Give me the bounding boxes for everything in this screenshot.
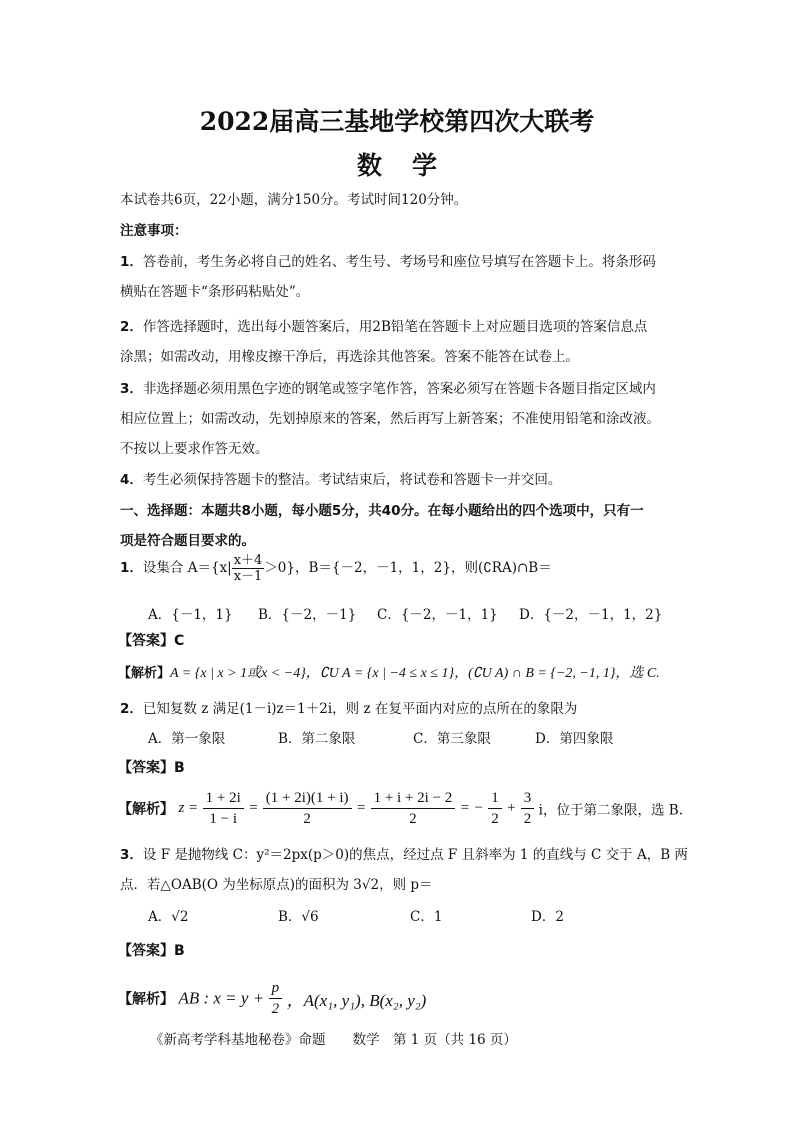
q1-option-a: A．{－1，1}	[148, 607, 233, 623]
q2-option-a: A．第一象限	[148, 731, 226, 747]
q3-option-d: D．2	[531, 909, 564, 925]
q1-answer: 【答案】C	[118, 633, 185, 649]
subject-title: 数学	[356, 151, 467, 180]
q1-option-d: D．{－2，－1，1，2}	[519, 607, 663, 623]
q2-answer: 【答案】B	[118, 760, 185, 776]
notice-item-3-line-2: 相应位置上；如需改动，先划掉原来的答案，然后再写上新答案；不准使用铅笔和涂改液。	[120, 411, 660, 427]
notice-item-1: 1．答卷前，考生务必将自己的姓名、考生号、考场号和座位号填写在答题卡上。将条形码	[120, 254, 656, 270]
exam-title: 2022届高三基地学校第四次大联考	[199, 107, 595, 136]
question-3-line-2: 点．若△OAB(O 为坐标原点)的面积为 3√2，则 p＝	[120, 877, 433, 893]
q3-option-b: B．√6	[278, 909, 319, 925]
q1-fraction: $\frac{x+4}{x-1}$	[233, 553, 263, 584]
question-3: 3．设 F 是抛物线 C：y²＝2px(p＞0)的焦点，经过点 F 且斜率为 1 的直线与 C 交于 A，B 两	[120, 847, 688, 863]
q1-option-c: C．{－2，－1，1}	[377, 607, 498, 623]
q3-analysis: 【解析】 AB : x = y + $\frac{p}{2}$ ，A(x₁, y₁), B(x₂, y₂)	[118, 980, 427, 1017]
notice-item-3: 3．非选择题必须用黑色字迹的钢笔或签字笔作答，答案必须写在答题卡各题目指定区域内	[120, 381, 656, 397]
notice-item-4: 4．考生必须保持答题卡的整洁。考试结束后，将试卷和答题卡一并交回。	[120, 472, 562, 488]
notice-item-1-line-2: 横贴在答题卡“条形码粘贴处”。	[120, 284, 310, 300]
q2-analysis: 【解析】 z = $\frac{1 + 2i}{1 - i}$ = $\frac{(1 + 2i)(1 + i)}{2}$ = $\frac{1 + i + 2i - 2}{2}$ = − $\frac{1}{2}$ + $\frac{3}{2}$ i，位于第二象限，选 B.	[118, 790, 683, 827]
q1-option-b: B．{－2，－1}	[258, 607, 357, 623]
q2-option-c: C．第三象限	[413, 731, 491, 747]
q1-analysis: 【解析】A = {x | x > 1或x < −4}，∁U A = {x | −4 ≤ x ≤ 1}，(∁U A) ∩ B = {−2, −1, 1}，选 C.	[118, 666, 660, 681]
q3-option-a: A．√2	[148, 909, 189, 925]
intro-text: 本试卷共6页，22小题，满分150分。考试时间120分钟。	[120, 192, 468, 208]
notice-item-3-line-3: 不按以上要求作答无效。	[120, 441, 269, 457]
page-footer: 《新高考学科基地秘卷》命题 数学 第 1 页（共 16 页）	[150, 1032, 517, 1048]
notice-heading: 注意事项：	[120, 223, 188, 239]
question-2: 2．已知复数 z 满足(1－i)z＝1＋2i，则 z 在复平面内对应的点所在的象限为	[120, 701, 578, 717]
q3-answer: 【答案】B	[118, 943, 185, 959]
section-heading: 一、选择题：本题共8小题，每小题5分，共40分。在每小题给出的四个选项中，只有一	[120, 503, 644, 519]
q3-option-c: C．1	[410, 909, 443, 925]
notice-item-2-line-2: 涂黑；如需改动，用橡皮擦干净后，再选涂其他答案。答案不能答在试卷上。	[120, 349, 579, 365]
q2-option-d: D．第四象限	[535, 731, 614, 747]
notice-item-2: 2．作答选择题时，选出每小题答案后，用2B铅笔在答题卡上对应题目选项的答案信息点	[120, 319, 648, 335]
q2-option-b: B．第二象限	[278, 731, 356, 747]
question-1: 1．设集合 A＝{x| $\frac{x+4}{x-1}$ ＞0}，B＝{－2，－1，1，2}，则(∁RA)∩B＝	[120, 553, 552, 584]
section-heading-line-2: 项是符合题目要求的。	[120, 533, 255, 549]
